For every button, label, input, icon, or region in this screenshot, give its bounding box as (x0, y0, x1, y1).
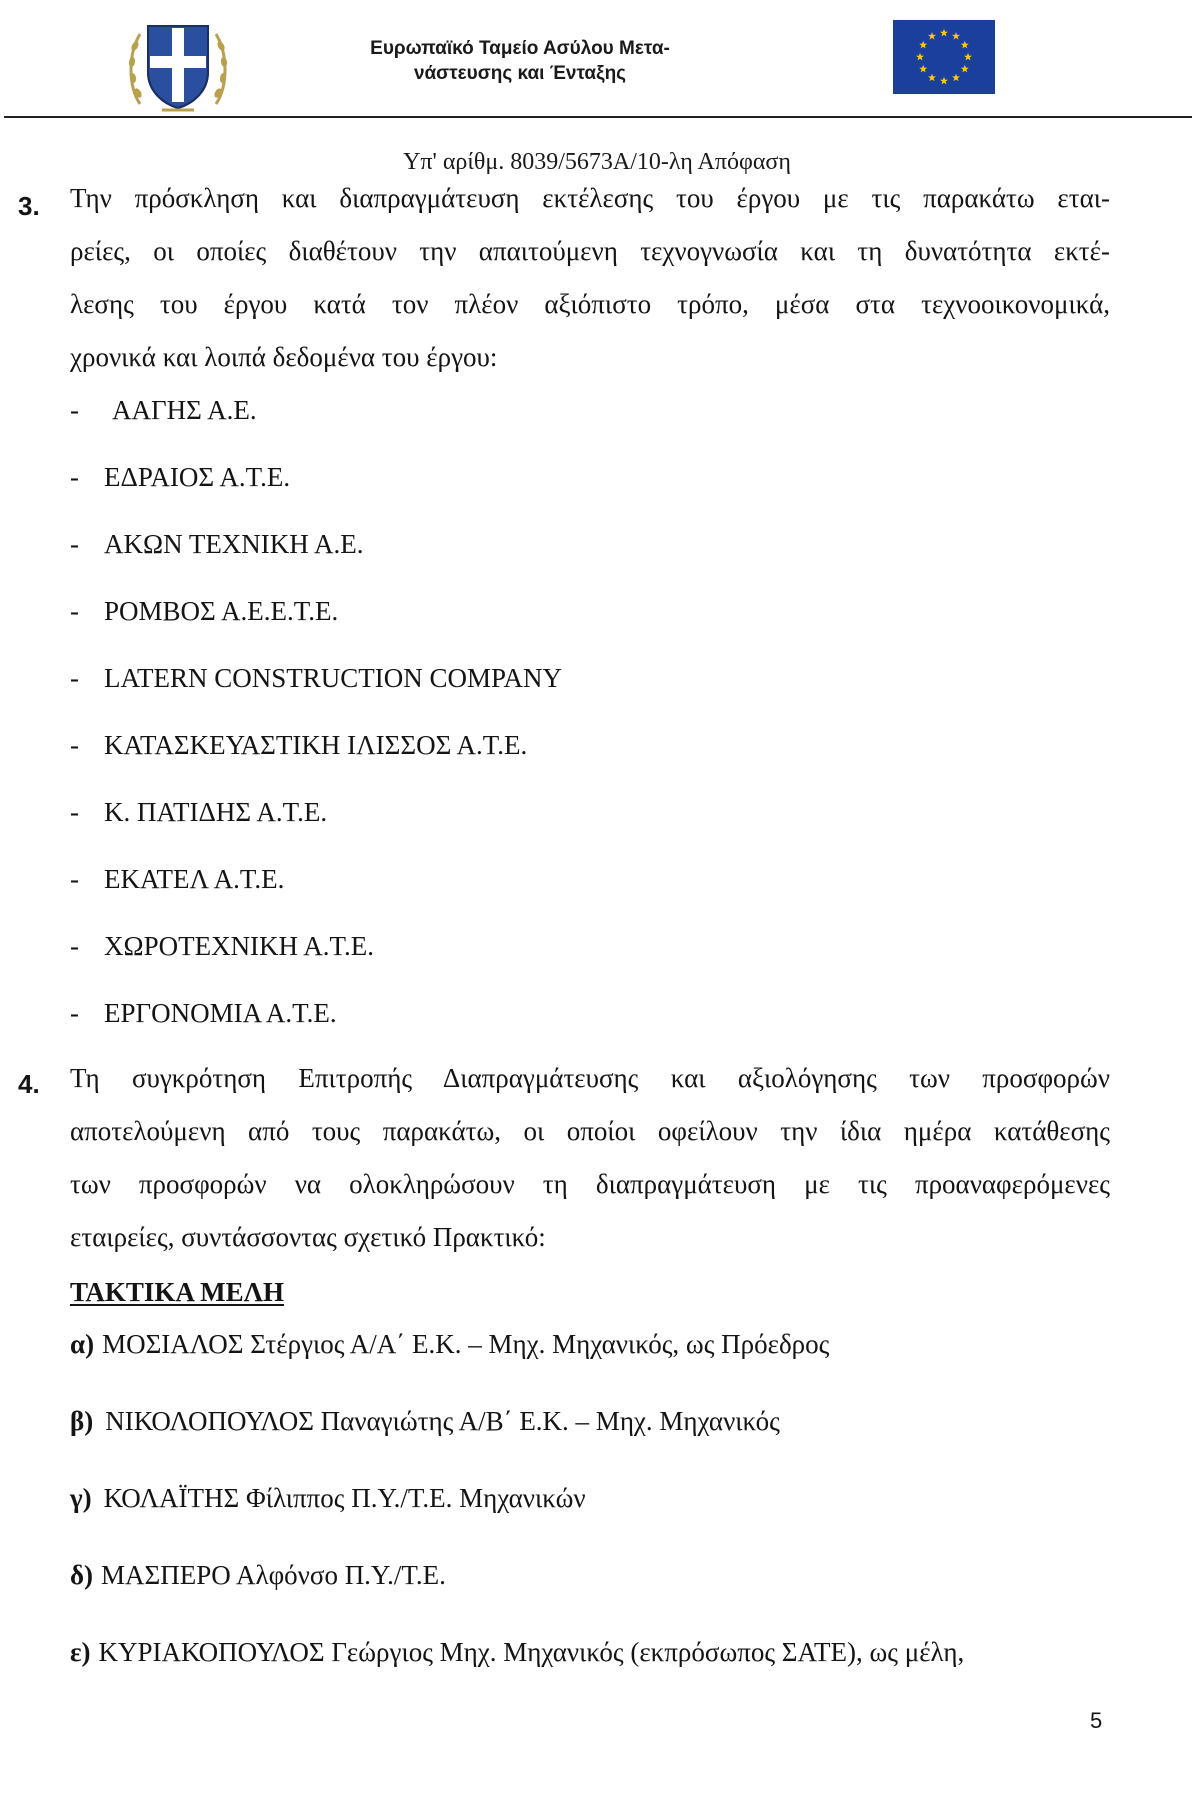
paragraph-line: αποτελούμενη από τους παρακάτω, οι οποίοι οφείλουν την ίδια ημέρα κατάθεσης (70, 1116, 1110, 1146)
company-item: - ΧΩΡΟΤΕΧΝΙΚΗ Α.Τ.Ε. (70, 931, 375, 961)
member-item: ε) ΚΥΡΙΑΚΟΠΟΥΛΟΣ Γεώργιος Μηχ. Μηχανικός (εκπρόσωπος ΣΑΤΕ), ως μέλη, (70, 1637, 965, 1667)
member-item: γ) ΚΟΛΑΪΤΗΣ Φίλιππος Π.Υ./Τ.Ε. Μηχανικών (70, 1483, 586, 1513)
company-item: - ΕΡΓΟΝΟΜΙΑ Α.Τ.Ε. (70, 998, 337, 1028)
company-item: - ΑΚΩΝ ΤΕΧΝΙΚΗ Α.Ε. (70, 529, 364, 559)
paragraph-line: ρείες, οι οποίες διαθέτουν την απαιτούμενη τεχνογνωσία και τη δυνατότητα εκτέ- (70, 236, 1110, 266)
item-3-paragraph (70, 172, 1110, 384)
item-4-paragraph (70, 1052, 1110, 1264)
paragraph-line: των προσφορών να ολοκληρώσουν τη διαπραγμάτευση με τις προαναφερόμενες (70, 1169, 1110, 1199)
item-3-number: 3. (18, 191, 40, 221)
company-item: - ΡΟΜΒΟΣ Α.Ε.Ε.Τ.Ε. (70, 596, 339, 626)
paragraph-line: Τη συγκρότηση Επιτροπής Διαπραγμάτευσης και αξιολόγησης των προσφορών (70, 1063, 1110, 1093)
fund-title (340, 36, 700, 86)
eu-flag-icon (893, 20, 995, 94)
company-item: - ΕΔΡΑΙΟΣ Α.Τ.Ε. (70, 462, 291, 492)
page-number: 5 (1090, 1708, 1103, 1733)
paragraph-line: Την πρόσκληση και διαπραγμάτευση εκτέλεσης του έργου με τις παρακάτω εται- (70, 183, 1110, 213)
fund-title-line-1: Ευρωπαϊκό Ταμείο Ασύλου Μετα- (370, 38, 670, 59)
greek-coat-of-arms-icon (126, 16, 230, 114)
company-item: - LATERN CONSTRUCTION COMPANY (70, 663, 563, 693)
member-item: α) ΜΟΣΙΑΛΟΣ Στέργιος Α/Α΄ Ε.Κ. – Μηχ. Μηχανικός, ως Πρόεδρος (70, 1329, 830, 1359)
member-item: β) ΝΙΚΟΛΟΠΟΥΛΟΣ Παναγιώτης Α/Β΄ Ε.Κ. – Μηχ. Μηχανικός (70, 1406, 780, 1436)
member-item: δ) ΜΑΣΠΕΡΟ Αλφόνσο Π.Υ./Τ.Ε. (70, 1560, 446, 1590)
paragraph-line: εταιρείες, συντάσσοντας σχετικό Πρακτικό: (70, 1222, 546, 1252)
decision-reference: Υπ' αρίθμ. 8039/5673Α/10-λη Απόφαση (403, 149, 791, 175)
company-item: - ΑΑΓΗΣ Α.Ε. (70, 395, 257, 425)
item-4-number: 4. (18, 1069, 40, 1099)
company-item: - ΚΑΤΑΣΚΕΥΑΣΤΙΚΗ ΙΛΙΣΣΟΣ Α.Τ.Ε. (70, 730, 528, 760)
header-divider (4, 116, 1192, 118)
company-item: - Κ. ΠΑΤΙΔΗΣ Α.Τ.Ε. (70, 797, 328, 827)
members-heading: ΤΑΚΤΙΚΑ ΜΕΛΗ (70, 1277, 285, 1307)
company-item: - ΕΚΑΤΕΛ Α.Τ.Ε. (70, 864, 285, 894)
page-header (0, 0, 1194, 120)
paragraph-line: χρονικά και λοιπά δεδομένα του έργου: (70, 342, 498, 372)
paragraph-line: λεσης του έργου κατά τον πλέον αξιόπιστο τρόπο, μέσα στα τεχνοοικονομικά, (70, 289, 1110, 319)
fund-title-line-2: νάστευσης και Ένταξης (413, 63, 627, 84)
